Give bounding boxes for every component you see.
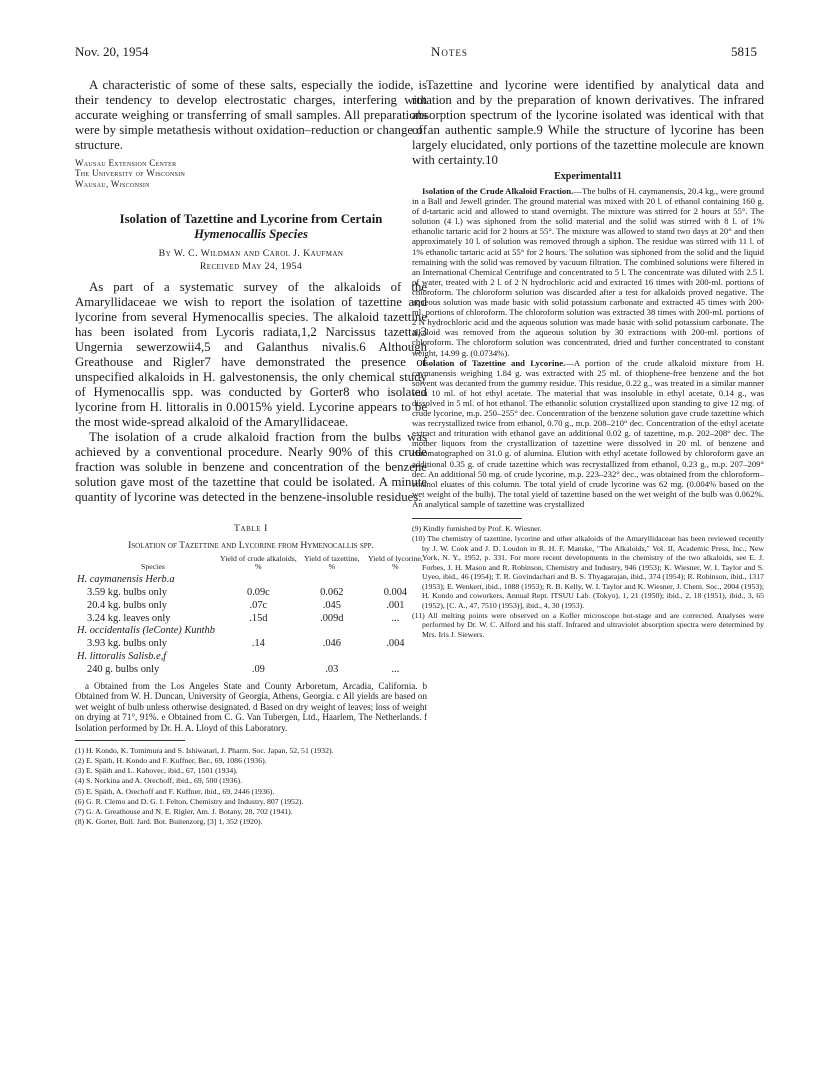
table-cell: .14 — [251, 638, 265, 650]
running-date: Nov. 20, 1954 — [75, 44, 149, 59]
affiliation-line: Wausau Extension Center — [75, 158, 177, 168]
table-row — [75, 613, 427, 626]
article-title — [75, 212, 427, 242]
table-cell — [300, 625, 364, 638]
table-header: Yield of tazettine, % — [303, 553, 360, 572]
title-line: Hymenocallis Species — [194, 226, 308, 241]
table-cell — [300, 574, 364, 587]
table-cell: H. littoralis Salisb.e,f — [77, 651, 167, 663]
yield-table — [75, 555, 427, 677]
table-row — [75, 574, 427, 587]
table-cell — [364, 651, 427, 664]
table-cell: .001 — [386, 599, 405, 611]
references — [75, 746, 427, 826]
reference-item: (4) S. Norkina and A. Orechoff, ibid., 69, 500 (1936). — [75, 776, 243, 786]
table-cell — [217, 625, 300, 638]
table-cell: 240 g. bulbs only — [87, 663, 160, 675]
table-row — [75, 638, 427, 651]
footnote-item: (10) The chemistry of tazettine, lycorine and other alkaloids of the Amaryllidaceae has been reviewed recently by J. W. Cook and J. D. Loudon in R. H. F. Manske, "The Alkaloids," Vol. II, Academic Press, Inc., New York, N. Y., 1952, p. 331. For more recent developments in the chemistry of the two alkaloids, see E. J. Forbes, J. H. Mason and R. Robinson, Chemistry and Industry, 946 (1953); K. Wiesner, W. I. Taylor and S. Uyeo, ibid., 46 (1954); T. R. Govindachari and B. S. Thyagarajan, ibid., 374 (1954); R. Robinson, ibid., 1317 (1953); E. Wenkert, ibid., 1088 (1953); R. B. Kelly, W. I. Taylor and K. Wiesner, J. Chem. Soc., 2004 (1953); H. Kondo and coworkers, Annual Rept. ITSUU Lab. (Tokyo), 1, 21 (1950); ibid., 2, 18 (1951), ibid., 3, 65 (1952), [C. A., 47, 7510 (1953)], ibid., 4, 30 (1953). — [412, 534, 764, 610]
subsection-heading: Isolation of the Crude Alkaloid Fraction. — [422, 186, 574, 196]
body-paragraph: As part of a systematic survey of the alkaloids of the Amaryllidaceae we wish to report the isolation of tazettine and lycorine from several Hymenocallis species. The alkaloid tazettine has been isolated from Lycoris radiata,1,2 Narcissus tazetta,3 Ungernia sewerzowii4,5 and Galanthus nivalis.6 Although Greathouse and Rigler7 have demonstrated the presence of unspecified alkaloids in H. galvestonensis, the only chemical study of Hymenocallis spp. was conducted by Gorter8 who isolated lycorine from H. littoralis in 0.0015% yield. Lycorine appears to be the most wide-spread alkaloid of the Amaryllidaceae. — [75, 279, 427, 429]
table-cell: ... — [391, 663, 400, 675]
table-caption: Table I — [234, 522, 268, 534]
paragraph-text: —A portion of the crude alkaloid mixture from H. caymanensis weighing 1.84 g. was extracted with 25 ml. of thiophene-free benzene and the hot solvent was decanted from the gummy residue. This residue, 0.22 g., was treated in a similar manner with 10 ml. of hot ethyl acetate. The material that was insoluble in ethyl acetate, 0.14 g., was dissolved in 5 ml. of hot ethanol. The ethanolic solution crystallized upon standing to give 12 mg. of crude lycorine, m.p. 250–255° dec. Concentration of the benzene solution gave crude tazettine which was recrystallized twice from ethanol, 0.70 g., m.p. 208–210° dec. Concentration of the ethyl acetate extract and trituration with ethanol gave an additional 0.02 g. of tazettine, m.p. 202–208° dec. The mother liquors from the crystallization of tazettine were dissolved in 20 ml. of benzene and chromatographed on 31.0 g. of alumina. Elution with ethyl acetate followed by chloroform gave an additional 0.35 g. of crude tazettine which was recrystallized from ethanol, 0.23 g., m.p. 207–209° dec. An additional 50 mg. of crude lycorine, m.p. 223–232° dec., was obtained from the chloroform–ethanol eluates of this column. The total yield of crude lycorine was 62 mg. (0.004% based on the wet weight of the bulb). The total yield of tazettine based on the wet weight of the bulb was 0.062%. An analytical sample of tazettine was crystallized — [412, 357, 764, 509]
reference-item: (8) K. Gorter, Bull. Jard. Bot. Buitenzorg, [3] 1, 352 (1920). — [75, 816, 263, 826]
footnote-rule — [412, 518, 522, 519]
table-cell: .07c — [249, 599, 268, 611]
table-row — [75, 651, 427, 664]
reference-item: (5) E. Späth, A. Orechoff and F. Kuffner, ibid., 69, 2446 (1936). — [75, 786, 275, 796]
footnote-rule — [75, 740, 185, 741]
experimental-heading: Experimental11 — [554, 171, 622, 182]
table-row — [75, 625, 427, 638]
table-row — [75, 600, 427, 613]
footnote-item: (9) Kindly furnished by Prof. K. Wiesner. — [412, 524, 542, 533]
experimental-paragraph — [412, 186, 764, 358]
table-cell — [217, 651, 300, 664]
reference-item: (7) G. A. Greathouse and N. E. Rigler, Am. J. Botany, 28, 702 (1941). — [75, 806, 293, 816]
page-number: 5815 — [731, 44, 757, 59]
table-header: Yield of crude alkaloids, % — [220, 553, 297, 572]
table-cell: 0.09c — [246, 587, 270, 599]
title-line: Isolation of Tazettine and Lycorine from Certain — [119, 211, 383, 226]
affiliation-line: Wausau, Wisconsin — [75, 178, 150, 189]
table-cell — [300, 651, 364, 664]
table-cell: ... — [391, 612, 400, 624]
received-date: Received May 24, 1954 — [199, 260, 303, 272]
table-cell: .15d — [249, 612, 268, 624]
body-paragraph: The isolation of a crude alkaloid fraction from the bulbs was achieved by a conventional procedure. Nearly 90% of this crude fraction was soluble in benzene and concentration of the benzene solution gave most of the tazettine that could be isolated. A minute quantity of lycorine was detected in the benzene-insoluble residues. — [75, 429, 427, 504]
experimental-paragraph — [412, 358, 764, 509]
table-cell: H. occidentalis (leConte) Kunthb — [77, 625, 215, 637]
table-cell: 3.59 kg. bulbs only — [87, 587, 167, 599]
paragraph-text: —The bulbs of H. caymanensis, 20.4 kg., were ground in a Ball and Jewell grinder. The ground material was mixed with 20 l. of ethanol containing 160 g. of d-tartaric acid and allowed to stand overnight. The mixture was stirred for 2 hours at 55°. The solution (4 l.) was siphoned from the solid material and the solid was stirred with 8 l. of 1% ethanolic tartaric acid for 2 hours at 55°. The mixture was allowed to stand two days at 20° and then approximately 10 l. of solution was removed through a siphon. The residue was stirred with 11 l. of 1% ethanolic tartaric acid at 55° for 2 hours. The solution was siphoned from the solid and the liquid remaining with the solid was removed by vacuum filtration. The combined solutions were filtered in an International Chemical Centrifuge and concentrated to 5 l. The concentrate was diluted with 2.5 l. of water, treated with 2 l. of 2 N hydrochloric acid and extracted 16 times with 200-ml. portions of chloroform. The chloroform solution was discarded after a test for alkaloids proved negative. The aqueous solution was made basic with solid potassium carbonate and extracted 45 times with 200-ml. portions of chloroform. The chloroform solution was extracted 38 times with 200-ml. portions of 2 N hydrochloric acid and the aqueous solution was made basic with solid potassium carbonate. The alkaloid was removed from the aqueous solution by 30 extractions with 200-ml. portions of chloroform. The chloroform solution was concentrated, dried and further concentrated to constant weight, 14.99 g. (0.0734%). — [412, 186, 764, 358]
table-cell: .004 — [386, 638, 405, 650]
table-title: Isolation of Tazettine and Lycorine from Hymenocallis spp. — [128, 539, 374, 551]
table-cell: 3.93 kg. bulbs only — [87, 638, 167, 650]
table-header-row — [75, 555, 427, 574]
table-header: Yield of lycorine, % — [368, 553, 423, 572]
affiliation — [75, 158, 427, 189]
left-column — [75, 78, 427, 827]
intro-paragraph: A characteristic of some of these salts, especially the iodide, is their tendency to develop electrostatic charges, interfering with accurate weighing or transferring of small samples. All preparations were by simple metathesis without oxidation–reduction or change of structure. — [75, 78, 427, 152]
footnote-item: (11) All melting points were observed on a Kofler microscope hot-stage and are corrected. Analyses were performed by Dr. W. C. Alford and his staff. Infrared and ultraviolet absorption spectra were determined by Mrs. Iris J. Siewers. — [412, 610, 764, 639]
table-row — [75, 587, 427, 600]
table-cell: 3.24 kg. leaves only — [87, 612, 171, 624]
body-paragraph: Tazettine and lycorine were identified by analytical data and rotation and by the preparation of known derivatives. The infrared absorption spectrum of the lycorine isolated was identical with that of an authentic sample.9 While the structure of lycorine has been largely elucidated, only portions of the tazettine molecule are known with certainty.10 — [412, 78, 764, 167]
reference-item: (3) E. Späth and L. Kahovec, ibid., 67, 1501 (1934). — [75, 766, 238, 776]
table-cell: .046 — [322, 638, 341, 650]
subsection-heading: Isolation of Tazettine and Lycorine. — [422, 357, 566, 368]
right-column — [412, 78, 764, 640]
table-cell — [217, 574, 300, 587]
reference-item: (2) E. Späth, H. Kondo and F. Kuffner, Ber., 69, 1086 (1936). — [75, 756, 267, 766]
running-section: Notes — [431, 44, 468, 59]
table-cell: H. caymanensis Herb.a — [77, 574, 175, 586]
reference-item: (1) H. Kondo, K. Tomimura and S. Ishiwatari, J. Pharm. Soc. Japan, 52, 51 (1932). — [75, 746, 334, 756]
footnotes — [412, 524, 764, 639]
table-cell: 20.4 kg. bulbs only — [87, 599, 167, 611]
table-cell: .09 — [251, 663, 265, 675]
reference-item: (6) G. R. Clemo and D. G. I. Felton, Chemistry and Industry, 807 (1952). — [75, 796, 304, 806]
table-cell: .045 — [322, 599, 341, 611]
table-cell: .03 — [325, 663, 339, 675]
table-header: Species — [141, 562, 165, 572]
table-footnote: a Obtained from the Los Angeles State and County Arboretum, Arcadia, California. b Obtained from W. H. Duncan, University of Georgia, Athens, Georgia. c All yields are based on wet weight of bulb unless otherwise designated. d Based on dry weight of leaves; loss of weight on drying at 71°, 91%. e Obtained from C. G. Van Tubergen, Ltd., Haarlem, The Netherlands. f Isolation performed by Dr. H. A. Lloyd of this Laboratory. — [75, 680, 427, 733]
table-cell: 0.062 — [320, 587, 344, 599]
table-row — [75, 664, 427, 677]
table-cell: .009d — [320, 612, 344, 624]
byline: By W. C. Wildman and Carol J. Kaufman — [158, 247, 344, 259]
table-cell: 0.004 — [383, 587, 408, 599]
affiliation-line: The University of Wisconsin — [75, 168, 186, 179]
